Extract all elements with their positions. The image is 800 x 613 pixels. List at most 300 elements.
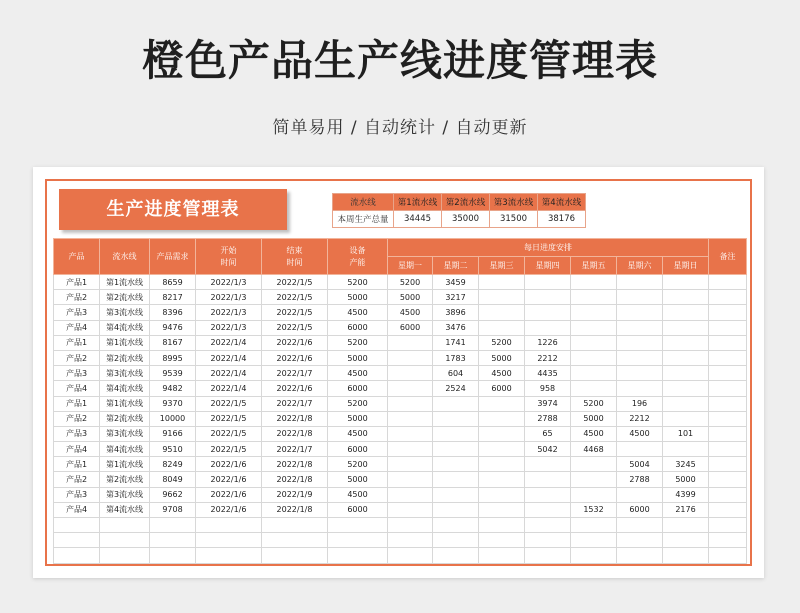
table-cell[interactable]: [433, 396, 479, 411]
table-cell[interactable]: 5000: [479, 350, 525, 365]
table-cell[interactable]: 4468: [571, 442, 617, 457]
table-cell[interactable]: [479, 290, 525, 305]
table-cell[interactable]: [709, 426, 747, 441]
table-cell[interactable]: [663, 320, 709, 335]
table-cell[interactable]: 产品1: [54, 457, 100, 472]
table-cell[interactable]: 产品1: [54, 275, 100, 290]
table-cell[interactable]: [100, 518, 150, 533]
table-cell[interactable]: [571, 518, 617, 533]
table-row: [54, 366, 747, 381]
table-cell[interactable]: 6000: [328, 442, 388, 457]
table-cell[interactable]: 产品4: [54, 502, 100, 517]
table-cell[interactable]: 第2流水线: [100, 290, 150, 305]
table-cell[interactable]: [571, 350, 617, 365]
col-line: 流水线: [100, 239, 150, 275]
col-product: 产品: [54, 239, 100, 275]
table-row: [54, 518, 747, 533]
table-cell[interactable]: [709, 457, 747, 472]
table-cell[interactable]: 8049: [150, 472, 196, 487]
table-cell[interactable]: 5000: [663, 472, 709, 487]
table-cell[interactable]: [388, 502, 433, 517]
table-cell[interactable]: 2022/1/3: [196, 290, 262, 305]
table-cell[interactable]: 2524: [433, 381, 479, 396]
table-cell[interactable]: [571, 275, 617, 290]
table-cell[interactable]: 产品3: [54, 487, 100, 502]
table-cell[interactable]: 第3流水线: [100, 487, 150, 502]
table-cell[interactable]: [663, 396, 709, 411]
table-cell[interactable]: [709, 350, 747, 365]
table-cell[interactable]: [663, 350, 709, 365]
table-cell[interactable]: 2022/1/3: [196, 305, 262, 320]
table-cell[interactable]: [663, 305, 709, 320]
table-cell[interactable]: 6000: [328, 381, 388, 396]
table-cell[interactable]: 第4流水线: [100, 381, 150, 396]
table-cell[interactable]: [262, 518, 328, 533]
table-cell[interactable]: [328, 548, 388, 563]
page-subtitle: 简单易用 / 自动统计 / 自动更新: [272, 118, 528, 138]
table-cell[interactable]: 2212: [617, 411, 663, 426]
table-cell[interactable]: 9166: [150, 426, 196, 441]
col-capacity-line2: 产能: [349, 257, 366, 267]
table-cell[interactable]: 第1流水线: [100, 335, 150, 350]
table-cell[interactable]: 2022/1/4: [196, 335, 262, 350]
table-cell[interactable]: 第2流水线: [100, 411, 150, 426]
table-cell[interactable]: 1532: [571, 502, 617, 517]
table-cell[interactable]: [388, 411, 433, 426]
table-cell[interactable]: 2022/1/5: [196, 426, 262, 441]
table-cell[interactable]: [525, 320, 571, 335]
table-cell[interactable]: 第4流水线: [100, 442, 150, 457]
table-row: [54, 335, 747, 350]
table-cell[interactable]: [479, 548, 525, 563]
table-cell[interactable]: 3245: [663, 457, 709, 472]
table-cell[interactable]: [663, 381, 709, 396]
table-cell[interactable]: 第3流水线: [100, 305, 150, 320]
col-end-line1: 结束: [286, 245, 303, 255]
col-day: 星期六: [617, 257, 663, 275]
table-cell[interactable]: [388, 426, 433, 441]
col-capacity: [328, 239, 388, 275]
table-cell[interactable]: 5000: [388, 290, 433, 305]
table-cell[interactable]: [617, 487, 663, 502]
table-cell[interactable]: [709, 335, 747, 350]
table-cell[interactable]: 2022/1/8: [262, 502, 328, 517]
table-cell[interactable]: [663, 290, 709, 305]
table-cell[interactable]: [388, 350, 433, 365]
table-cell[interactable]: [709, 396, 747, 411]
table-cell[interactable]: [663, 533, 709, 548]
table-cell[interactable]: 2022/1/7: [262, 366, 328, 381]
table-cell[interactable]: 2022/1/8: [262, 411, 328, 426]
table-cell[interactable]: [571, 335, 617, 350]
table-cell[interactable]: 2022/1/5: [262, 275, 328, 290]
table-cell[interactable]: [525, 457, 571, 472]
table-cell[interactable]: [663, 366, 709, 381]
table-cell[interactable]: 产品2: [54, 350, 100, 365]
table-cell[interactable]: 产品1: [54, 335, 100, 350]
table-cell[interactable]: [663, 335, 709, 350]
table-cell[interactable]: 5000: [328, 290, 388, 305]
table-cell[interactable]: [262, 548, 328, 563]
table-cell[interactable]: [617, 518, 663, 533]
table-cell[interactable]: 第1流水线: [100, 457, 150, 472]
table-row: [54, 502, 747, 517]
table-cell[interactable]: [433, 472, 479, 487]
table-cell[interactable]: [709, 411, 747, 426]
table-cell[interactable]: 9482: [150, 381, 196, 396]
table-cell[interactable]: [571, 381, 617, 396]
table-cell[interactable]: [709, 366, 747, 381]
table-cell[interactable]: [709, 305, 747, 320]
table-cell[interactable]: 2022/1/6: [262, 381, 328, 396]
table-cell[interactable]: [479, 502, 525, 517]
table-cell[interactable]: 2788: [525, 411, 571, 426]
table-cell[interactable]: [709, 533, 747, 548]
table-cell[interactable]: 196: [617, 396, 663, 411]
table-cell[interactable]: [617, 290, 663, 305]
table-cell[interactable]: [525, 533, 571, 548]
table-cell[interactable]: [617, 366, 663, 381]
table-cell[interactable]: [54, 518, 100, 533]
table-cell[interactable]: [571, 457, 617, 472]
progress-table: [53, 238, 747, 564]
table-cell[interactable]: [525, 290, 571, 305]
table-cell[interactable]: 8249: [150, 457, 196, 472]
table-cell[interactable]: [709, 442, 747, 457]
table-row: [54, 442, 747, 457]
table-cell[interactable]: [479, 442, 525, 457]
table-cell[interactable]: 产品2: [54, 472, 100, 487]
table-cell[interactable]: 2022/1/4: [196, 366, 262, 381]
col-start: [196, 239, 262, 275]
table-cell[interactable]: 第3流水线: [100, 366, 150, 381]
table-cell[interactable]: 2022/1/7: [262, 396, 328, 411]
table-cell[interactable]: [433, 533, 479, 548]
table-cell[interactable]: 5004: [617, 457, 663, 472]
table-cell[interactable]: [525, 548, 571, 563]
table-cell[interactable]: 4435: [525, 366, 571, 381]
table-cell[interactable]: 4399: [663, 487, 709, 502]
table-cell[interactable]: [617, 548, 663, 563]
table-cell[interactable]: [571, 305, 617, 320]
table-cell[interactable]: [479, 472, 525, 487]
table-cell[interactable]: [479, 305, 525, 320]
table-cell[interactable]: 5200: [328, 275, 388, 290]
table-cell[interactable]: [709, 320, 747, 335]
table-cell[interactable]: 3459: [433, 275, 479, 290]
table-cell[interactable]: [150, 518, 196, 533]
table-cell[interactable]: 3217: [433, 290, 479, 305]
table-cell[interactable]: [525, 518, 571, 533]
table-cell[interactable]: [709, 381, 747, 396]
table-cell[interactable]: 2022/1/6: [262, 350, 328, 365]
table-cell[interactable]: [479, 426, 525, 441]
table-cell[interactable]: [709, 518, 747, 533]
table-cell[interactable]: [617, 335, 663, 350]
table-cell[interactable]: 第4流水线: [100, 502, 150, 517]
summary-line-2: 第2流水线: [442, 194, 490, 211]
table-cell[interactable]: 产品3: [54, 426, 100, 441]
table-cell[interactable]: 4500: [328, 366, 388, 381]
table-cell[interactable]: [388, 533, 433, 548]
table-cell[interactable]: [388, 381, 433, 396]
table-cell[interactable]: [388, 487, 433, 502]
table-cell[interactable]: [663, 411, 709, 426]
table-cell[interactable]: 2022/1/6: [196, 487, 262, 502]
table-cell[interactable]: 9476: [150, 320, 196, 335]
table-cell[interactable]: [525, 305, 571, 320]
table-cell[interactable]: [54, 548, 100, 563]
table-cell[interactable]: 2022/1/5: [196, 396, 262, 411]
table-cell[interactable]: 第4流水线: [100, 320, 150, 335]
table-cell[interactable]: [525, 275, 571, 290]
table-row: [54, 411, 747, 426]
table-cell[interactable]: 5000: [571, 411, 617, 426]
table-cell[interactable]: 5200: [479, 335, 525, 350]
table-cell[interactable]: 6000: [328, 320, 388, 335]
table-cell[interactable]: [525, 472, 571, 487]
table-cell[interactable]: 产品2: [54, 411, 100, 426]
table-cell[interactable]: [100, 533, 150, 548]
table-cell[interactable]: 5200: [328, 335, 388, 350]
col-day: 星期日: [663, 257, 709, 275]
table-cell[interactable]: 1226: [525, 335, 571, 350]
table-cell[interactable]: [617, 275, 663, 290]
table-cell[interactable]: [571, 290, 617, 305]
table-cell[interactable]: 2022/1/6: [196, 457, 262, 472]
table-cell[interactable]: 10000: [150, 411, 196, 426]
table-cell[interactable]: 2022/1/3: [196, 275, 262, 290]
table-cell[interactable]: [479, 533, 525, 548]
table-cell[interactable]: [388, 457, 433, 472]
table-cell[interactable]: 4500: [328, 426, 388, 441]
table-cell[interactable]: 8396: [150, 305, 196, 320]
table-cell[interactable]: [433, 518, 479, 533]
table-cell[interactable]: [479, 411, 525, 426]
table-cell[interactable]: 2022/1/6: [262, 335, 328, 350]
table-cell[interactable]: 1783: [433, 350, 479, 365]
table-cell[interactable]: 2022/1/4: [196, 350, 262, 365]
table-row: [54, 487, 747, 502]
table-cell[interactable]: [196, 548, 262, 563]
table-cell[interactable]: 2022/1/3: [196, 320, 262, 335]
table-cell[interactable]: 2022/1/9: [262, 487, 328, 502]
table-cell[interactable]: 产品2: [54, 290, 100, 305]
table-cell[interactable]: 产品4: [54, 381, 100, 396]
table-cell[interactable]: [150, 533, 196, 548]
table-cell[interactable]: [617, 320, 663, 335]
table-row: [54, 320, 747, 335]
table-cell[interactable]: 2022/1/8: [262, 457, 328, 472]
table-cell[interactable]: 2212: [525, 350, 571, 365]
table-cell[interactable]: 产品3: [54, 305, 100, 320]
table-cell[interactable]: 5000: [328, 411, 388, 426]
table-cell[interactable]: 9662: [150, 487, 196, 502]
table-cell[interactable]: [479, 320, 525, 335]
sheet-frame: [45, 179, 752, 566]
table-cell[interactable]: [663, 442, 709, 457]
table-cell[interactable]: 4500: [617, 426, 663, 441]
table-cell[interactable]: 2022/1/7: [262, 442, 328, 457]
table-cell[interactable]: 9708: [150, 502, 196, 517]
table-cell[interactable]: 6000: [617, 502, 663, 517]
table-cell[interactable]: 3896: [433, 305, 479, 320]
table-cell[interactable]: [709, 275, 747, 290]
table-cell[interactable]: 第3流水线: [100, 426, 150, 441]
table-cell[interactable]: [571, 472, 617, 487]
table-cell[interactable]: [571, 533, 617, 548]
table-cell[interactable]: [433, 411, 479, 426]
table-cell[interactable]: [709, 502, 747, 517]
table-body: [54, 275, 747, 564]
table-cell[interactable]: 2022/1/8: [262, 426, 328, 441]
table-cell[interactable]: 4500: [328, 487, 388, 502]
table-cell[interactable]: 6000: [388, 320, 433, 335]
table-cell[interactable]: [388, 366, 433, 381]
table-cell[interactable]: 9539: [150, 366, 196, 381]
table-cell[interactable]: [617, 381, 663, 396]
table-cell[interactable]: 2022/1/6: [196, 502, 262, 517]
table-cell[interactable]: 3476: [433, 320, 479, 335]
table-cell[interactable]: [479, 518, 525, 533]
table-cell[interactable]: 5042: [525, 442, 571, 457]
header-row-1: [54, 239, 747, 257]
table-cell[interactable]: [709, 548, 747, 563]
col-demand: 产品需求: [150, 239, 196, 275]
table-cell[interactable]: [150, 548, 196, 563]
table-cell[interactable]: [571, 548, 617, 563]
table-cell[interactable]: 1741: [433, 335, 479, 350]
table-cell[interactable]: 第1流水线: [100, 396, 150, 411]
table-row: [54, 396, 747, 411]
table-cell[interactable]: 101: [663, 426, 709, 441]
table-cell[interactable]: [433, 442, 479, 457]
table-row: [54, 381, 747, 396]
table-cell[interactable]: 6000: [328, 502, 388, 517]
table-cell[interactable]: [433, 457, 479, 472]
table-cell[interactable]: [663, 518, 709, 533]
table-cell[interactable]: 2022/1/5: [262, 290, 328, 305]
table-cell[interactable]: 5200: [388, 275, 433, 290]
table-cell[interactable]: 3974: [525, 396, 571, 411]
table-cell[interactable]: [479, 487, 525, 502]
table-cell[interactable]: [388, 548, 433, 563]
table-cell[interactable]: [617, 533, 663, 548]
summary-line-1: 第1流水线: [394, 194, 442, 211]
table-cell[interactable]: 2176: [663, 502, 709, 517]
table-cell[interactable]: [709, 487, 747, 502]
summary-total-2: 35000: [442, 211, 490, 228]
spreadsheet-card: [33, 167, 764, 578]
table-cell[interactable]: [617, 350, 663, 365]
table-cell[interactable]: [388, 442, 433, 457]
table-cell[interactable]: 4500: [388, 305, 433, 320]
table-cell[interactable]: [388, 396, 433, 411]
table-cell[interactable]: [262, 533, 328, 548]
table-cell[interactable]: [571, 366, 617, 381]
table-cell[interactable]: 产品1: [54, 396, 100, 411]
table-cell[interactable]: 958: [525, 381, 571, 396]
table-cell[interactable]: 2788: [617, 472, 663, 487]
table-cell[interactable]: [328, 518, 388, 533]
summary-total-1: 34445: [394, 211, 442, 228]
table-cell[interactable]: 8995: [150, 350, 196, 365]
table-row: [54, 457, 747, 472]
table-cell[interactable]: 4500: [479, 366, 525, 381]
table-cell[interactable]: [479, 396, 525, 411]
table-cell[interactable]: 第1流水线: [100, 275, 150, 290]
table-cell[interactable]: 5200: [328, 457, 388, 472]
table-cell[interactable]: 2022/1/8: [262, 472, 328, 487]
table-cell[interactable]: [433, 426, 479, 441]
table-cell[interactable]: [433, 487, 479, 502]
table-cell[interactable]: 4500: [328, 305, 388, 320]
table-cell[interactable]: 5000: [328, 472, 388, 487]
table-cell[interactable]: 第2流水线: [100, 350, 150, 365]
table-cell[interactable]: 5000: [328, 350, 388, 365]
table-cell[interactable]: [617, 305, 663, 320]
table-cell[interactable]: 2022/1/5: [196, 411, 262, 426]
col-end: [262, 239, 328, 275]
table-cell[interactable]: [479, 457, 525, 472]
table-cell[interactable]: 2022/1/5: [262, 305, 328, 320]
table-cell[interactable]: [525, 487, 571, 502]
table-cell[interactable]: [571, 320, 617, 335]
table-cell[interactable]: 8167: [150, 335, 196, 350]
table-cell[interactable]: [709, 472, 747, 487]
table-row: [54, 533, 747, 548]
table-cell[interactable]: [663, 275, 709, 290]
table-cell[interactable]: 8217: [150, 290, 196, 305]
table-cell[interactable]: [388, 518, 433, 533]
table-cell[interactable]: 8659: [150, 275, 196, 290]
table-cell[interactable]: [617, 442, 663, 457]
table-cell[interactable]: 4500: [571, 426, 617, 441]
table-cell[interactable]: 9370: [150, 396, 196, 411]
table-cell[interactable]: 2022/1/6: [196, 472, 262, 487]
table-cell[interactable]: 2022/1/5: [262, 320, 328, 335]
table-cell[interactable]: 5200: [328, 396, 388, 411]
sheet-banner: 生产进度管理表: [59, 189, 287, 230]
table-cell[interactable]: 65: [525, 426, 571, 441]
table-cell[interactable]: 5200: [571, 396, 617, 411]
table-cell[interactable]: 产品4: [54, 320, 100, 335]
table-cell[interactable]: [571, 487, 617, 502]
table-cell[interactable]: [433, 548, 479, 563]
table-cell[interactable]: 产品4: [54, 442, 100, 457]
table-cell[interactable]: [54, 533, 100, 548]
table-cell[interactable]: [663, 548, 709, 563]
table-cell[interactable]: 第2流水线: [100, 472, 150, 487]
table-cell[interactable]: [100, 548, 150, 563]
table-cell[interactable]: [196, 518, 262, 533]
table-cell[interactable]: [433, 502, 479, 517]
col-start-line1: 开始: [220, 245, 237, 255]
table-cell[interactable]: [328, 533, 388, 548]
table-cell[interactable]: 2022/1/4: [196, 381, 262, 396]
table-cell[interactable]: 产品3: [54, 366, 100, 381]
table-cell[interactable]: [388, 335, 433, 350]
table-cell[interactable]: [196, 533, 262, 548]
table-cell[interactable]: 9510: [150, 442, 196, 457]
table-cell[interactable]: 604: [433, 366, 479, 381]
table-cell[interactable]: 6000: [479, 381, 525, 396]
table-cell[interactable]: 2022/1/5: [196, 442, 262, 457]
table-cell[interactable]: [709, 290, 747, 305]
table-cell[interactable]: [388, 472, 433, 487]
table-cell[interactable]: [525, 502, 571, 517]
table-cell[interactable]: [479, 275, 525, 290]
